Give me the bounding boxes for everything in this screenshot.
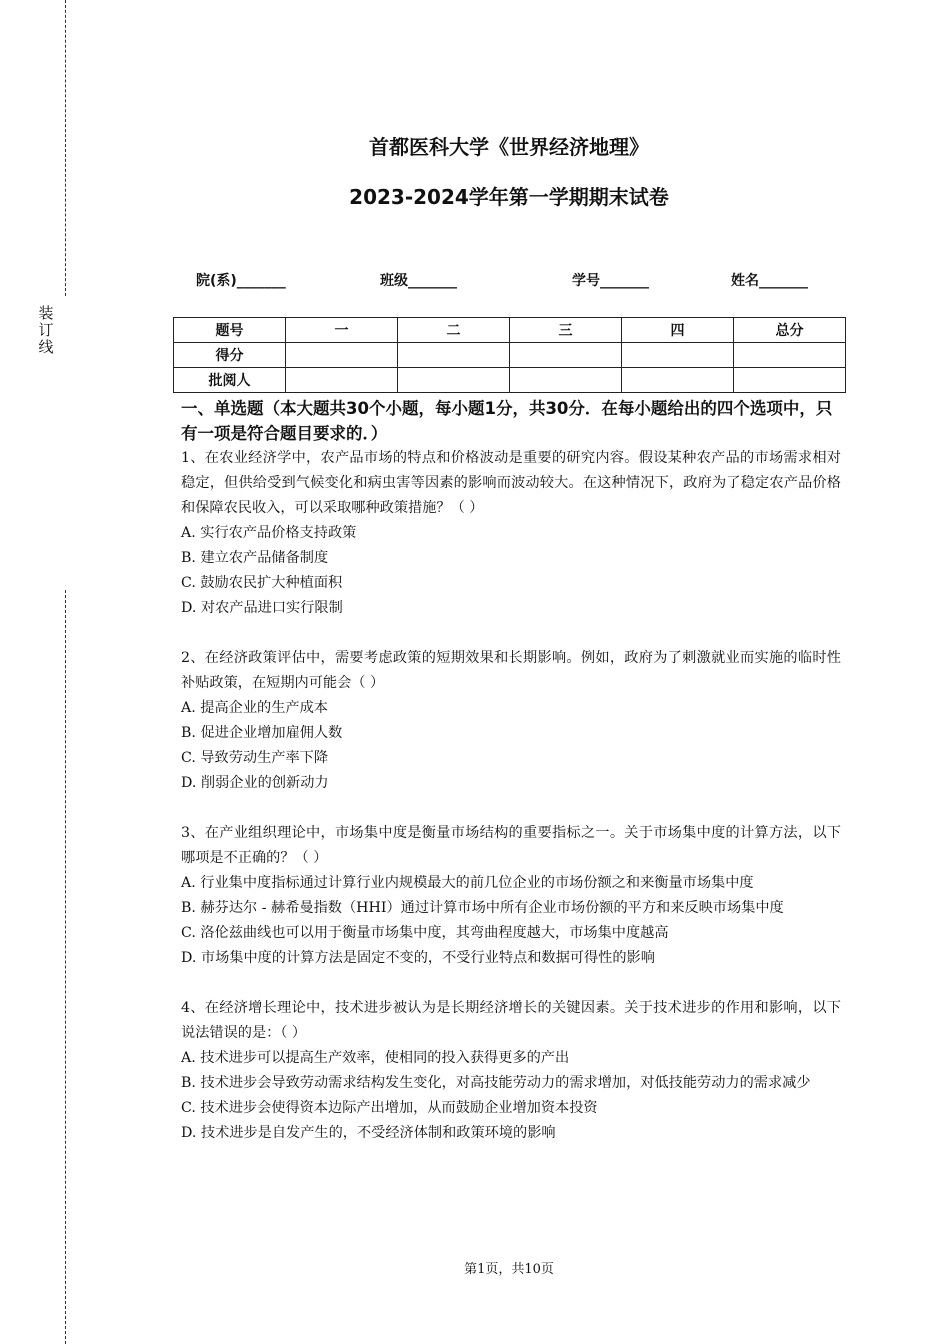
question-option: C. 洛伦兹曲线也可以用于衡量市场集中度，其弯曲程度越大，市场集中度越高 [181,925,669,941]
question-option: C. 导致劳动生产率下降 [181,750,329,766]
binding-char: 订 [38,321,54,339]
table-cell [286,343,398,368]
question-1 [181,446,841,621]
question-spacer [181,971,841,996]
question-option: B. 促进企业增加雇佣人数 [181,725,343,741]
question-spacer [181,621,841,646]
score-table-header-row [174,318,846,343]
binding-char: 线 [38,338,54,356]
question-option: B. 建立农产品储备制度 [181,550,329,566]
exam-title-line1: 首都医科大学《世界经济地理》 [369,135,649,159]
exam-title-line2: 2023-2024学年第一学期期末试卷 [349,185,669,209]
table-cell [398,343,510,368]
question-option: C. 技术进步会使得资本边际产出增加，从而鼓励企业增加资本投资 [181,1100,598,1116]
table-cell [734,343,846,368]
table-cell: 总分 [734,318,846,343]
page-number: 第1页，共10页 [464,1262,554,1277]
question-option: B. 技术进步会导致劳动需求结构发生变化，对高技能劳动力的需求增加，对低技能劳动力的需求减少 [181,1075,811,1091]
question-option: A. 行业集中度指标通过计算行业内规模最大的前几位企业的市场份额之和来衡量市场集中度 [181,875,754,891]
question-option: A. 实行农产品价格支持政策 [181,525,357,541]
table-cell: 批阅人 [174,368,286,393]
question-option: C. 鼓励农民扩大种植面积 [181,575,343,591]
table-cell [286,368,398,393]
question-option: D. 对农产品进口实行限制 [181,600,343,616]
binding-label [37,305,55,356]
table-cell [622,368,734,393]
score-table [173,317,846,393]
question-2 [181,646,841,796]
table-cell: 题号 [174,318,286,343]
class-field: 班级_______ [380,273,457,289]
table-cell: 四 [622,318,734,343]
table-cell [734,368,846,393]
table-cell [510,343,622,368]
binding-char: 装 [38,304,54,322]
question-spacer [181,796,841,821]
table-cell: 三 [510,318,622,343]
department-field: 院(系)_______ [196,273,286,289]
question-stem: 1、在农业经济学中，农产品市场的特点和价格波动是重要的研究内容。假设某种农产品的市场需求相对稳定，但供给受到气候变化和病虫害等因素的影响而波动较大。在这种情况下，政府为了稳定农产品价格和保障农民收入，可以采取哪种政策措施？（ ） [181,450,841,516]
question-option: B. 赫芬达尔 - 赫希曼指数（HHI）通过计算市场中所有企业市场份额的平方和来反映市场集中度 [181,900,784,916]
question-option: A. 提高企业的生产成本 [181,700,328,716]
question-stem: 3、在产业组织理论中，市场集中度是衡量市场结构的重要指标之一。关于市场集中度的计算方法，以下哪项是不正确的？（ ） [181,825,841,866]
score-table-grader-row [174,368,846,393]
binding-dashed-line-bottom [65,590,66,1344]
question-stem: 4、在经济增长理论中，技术进步被认为是长期经济增长的关键因素。关于技术进步的作用和影响，以下说法错误的是：（ ） [181,1000,841,1041]
exam-content [181,396,841,1146]
table-cell [510,368,622,393]
question-option: D. 技术进步是自发产生的，不受经济体制和政策环境的影响 [181,1125,556,1141]
table-cell [622,343,734,368]
score-table-score-row [174,343,846,368]
question-option: A. 技术进步可以提高生产效率，使相同的投入获得更多的产出 [181,1050,570,1066]
question-option: D. 市场集中度的计算方法是固定不变的，不受行业特点和数据可得性的影响 [181,950,655,966]
student-id-field: 学号_______ [572,273,649,289]
question-3 [181,821,841,971]
table-cell: 一 [286,318,398,343]
name-field: 姓名_______ [731,273,808,289]
section-heading: 一、单选题（本大题共30个小题，每小题1分，共30分．在每小题给出的四个选项中，只有一项是符合题目要求的．） [181,399,833,443]
question-stem: 2、在经济政策评估中，需要考虑政策的短期效果和长期影响。例如，政府为了刺激就业而实施的临时性补贴政策，在短期内可能会（ ） [181,650,841,691]
question-4 [181,996,841,1146]
question-option: D. 削弱企业的创新动力 [181,775,329,791]
table-cell: 二 [398,318,510,343]
table-cell: 得分 [174,343,286,368]
table-cell [398,368,510,393]
